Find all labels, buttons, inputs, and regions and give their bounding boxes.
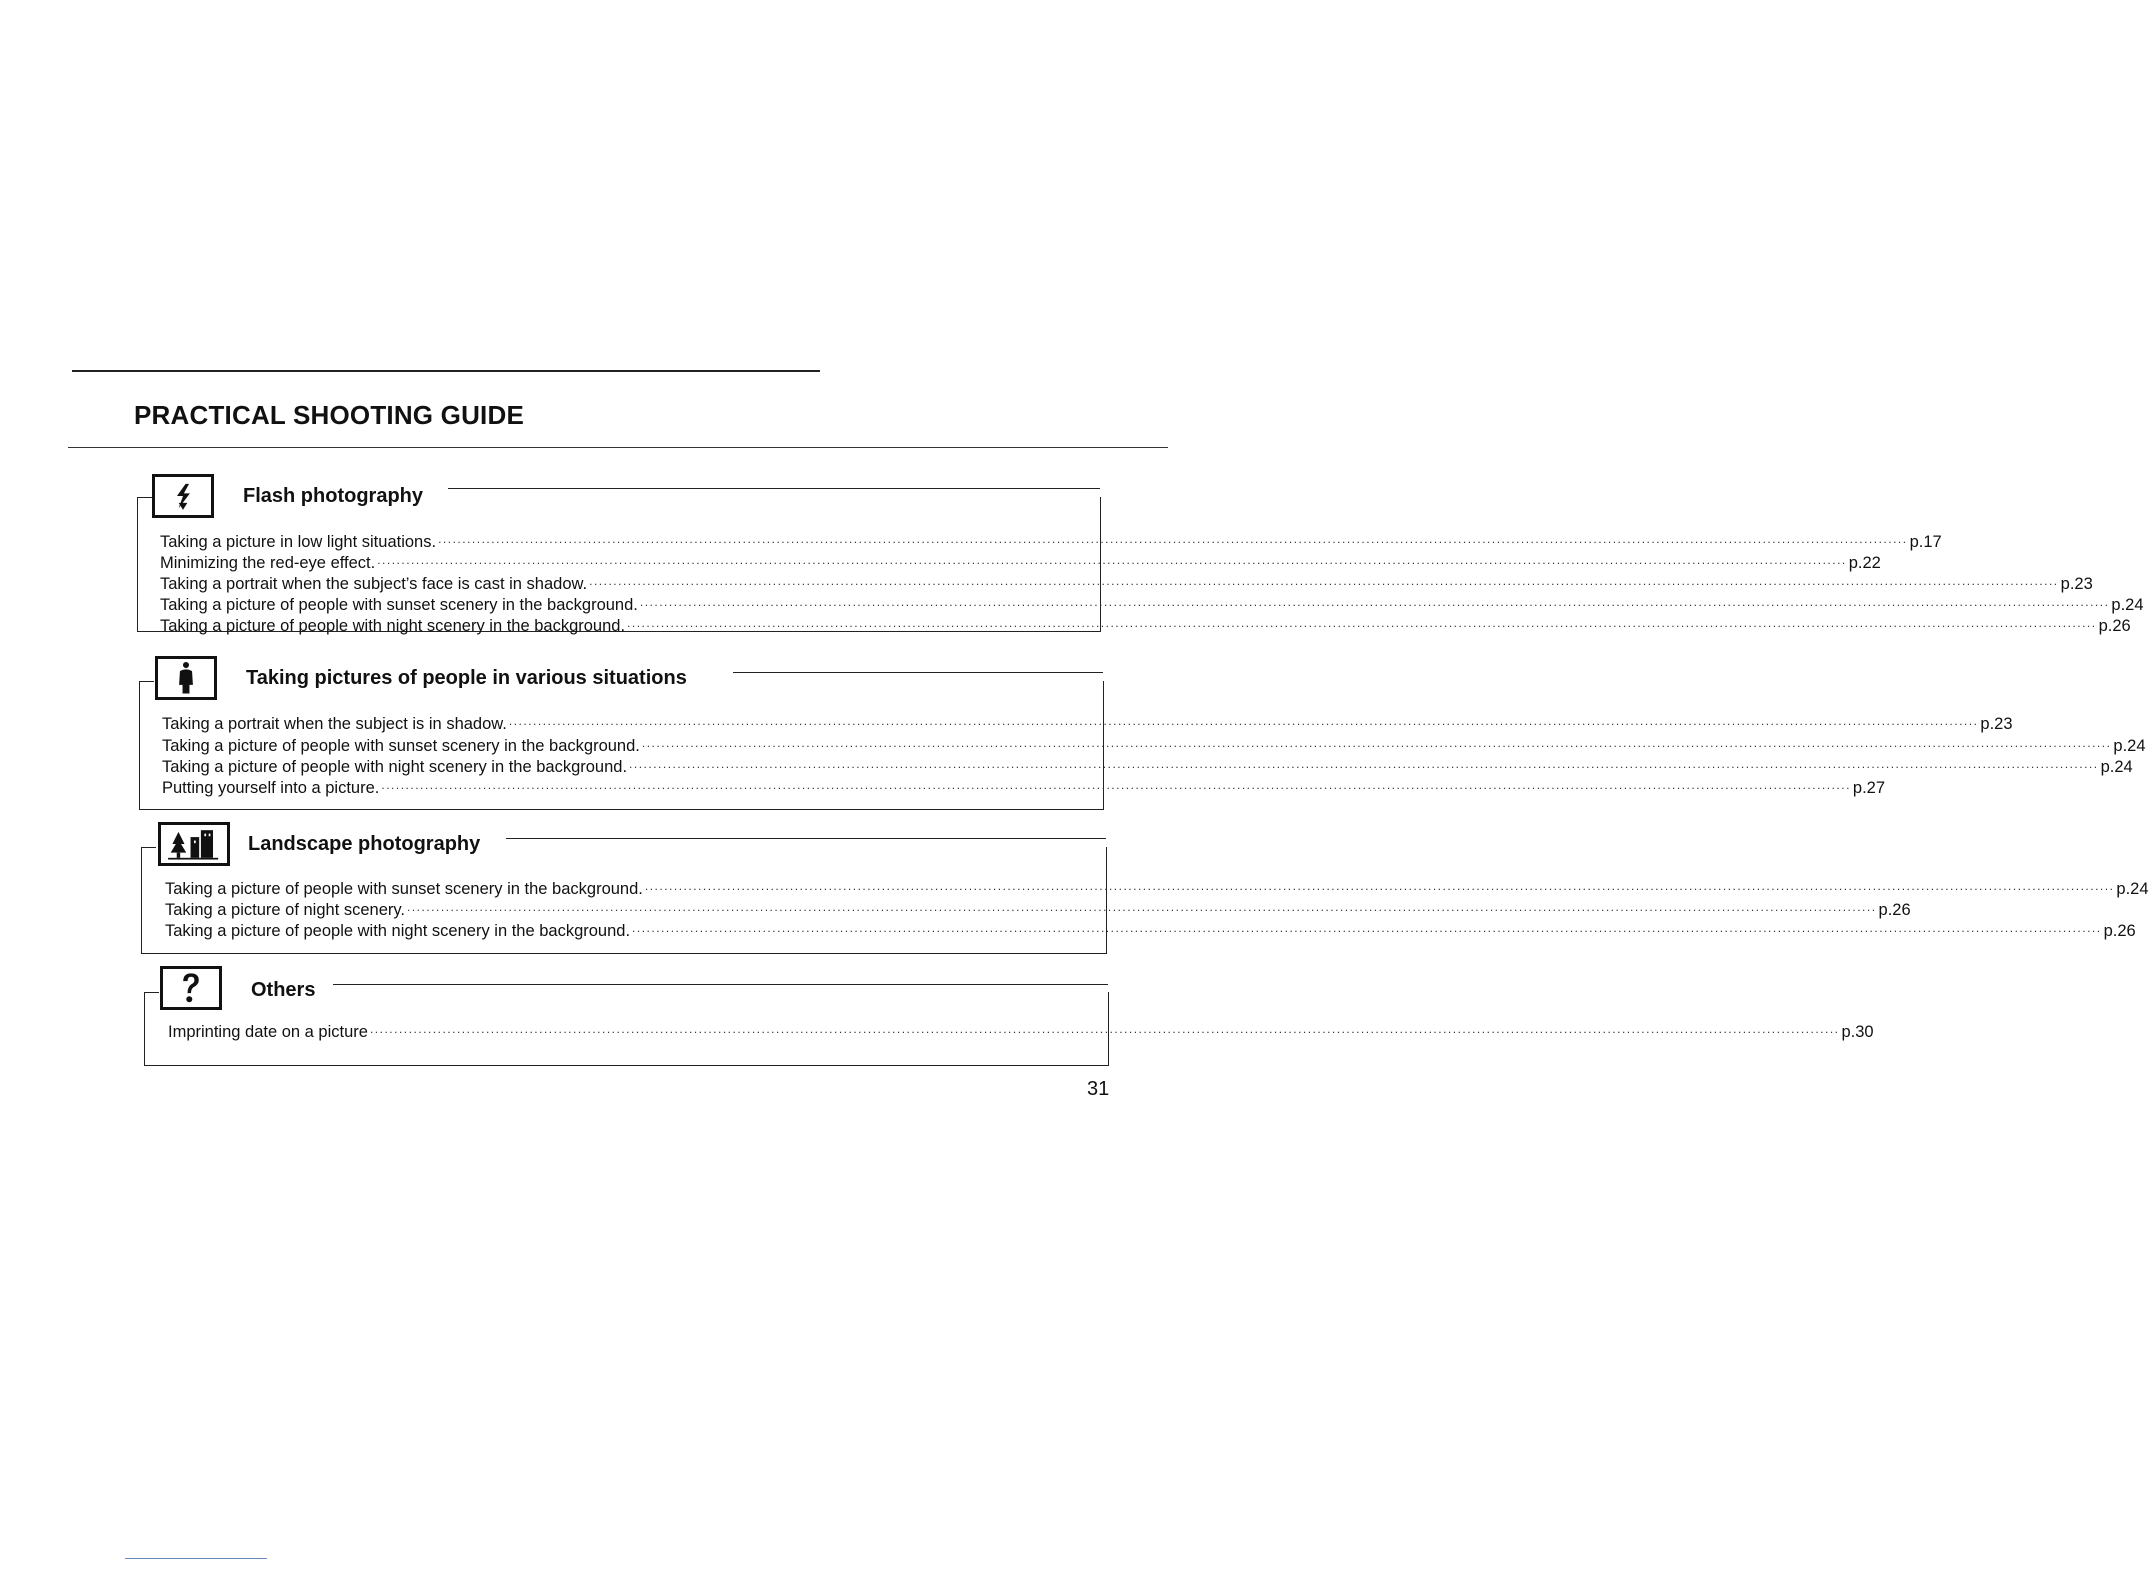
title-rule xyxy=(68,447,1168,448)
dot-leader: ................................................................................................................................................................................................................................................................................................................ xyxy=(629,757,2099,771)
entry-page: p.24 xyxy=(2113,737,2146,755)
dot-leader: ................................................................................................................................................................................................................................................................................................................ xyxy=(369,1022,1840,1036)
dot-leader: ................................................................................................................................................................................................................................................................................................................ xyxy=(627,616,2097,630)
toc-entry[interactable] xyxy=(162,778,1886,799)
section-title: Landscape photography xyxy=(248,833,481,855)
section-top-line xyxy=(506,838,1106,839)
section-top-line xyxy=(333,984,1108,985)
entry-label: Taking a picture of people with sunset scenery in the background. xyxy=(160,596,638,614)
entry-label: Putting yourself into a picture. xyxy=(162,779,380,797)
toc-entry[interactable] xyxy=(162,714,2013,735)
question-mark-icon xyxy=(160,966,222,1010)
dot-leader: ................................................................................................................................................................................................................................................................................................................ xyxy=(377,553,1847,567)
entry-page: p.27 xyxy=(1852,779,1886,797)
dot-leader: ................................................................................................................................................................................................................................................................................................................ xyxy=(644,879,2115,893)
entry-page: p.26 xyxy=(2103,922,2136,940)
entry-label: Imprinting date on a picture xyxy=(168,1023,368,1041)
entry-page: p.24 xyxy=(2100,758,2133,776)
entry-page: p.26 xyxy=(1878,901,1911,919)
entry-page: p.26 xyxy=(2098,617,2131,635)
entry-label: Taking a picture of people with night scenery in the background. xyxy=(160,617,626,635)
entry-label: Taking a picture of people with night scenery in the background. xyxy=(165,922,631,940)
section-top-line xyxy=(448,488,1100,489)
dot-leader: ................................................................................................................................................................................................................................................................................................................ xyxy=(589,574,2059,588)
entry-page: p.24 xyxy=(2111,596,2144,614)
toc-entry[interactable] xyxy=(160,616,2131,637)
entry-label: Taking a portrait when the subject is in shadow. xyxy=(162,715,507,733)
toc-entry[interactable] xyxy=(168,1022,1874,1043)
section-top-line xyxy=(733,672,1103,673)
entry-label: Taking a picture of people with sunset scenery in the background. xyxy=(162,737,640,755)
entry-page: p.22 xyxy=(1848,554,1881,572)
dot-leader: ................................................................................................................................................................................................................................................................................................................ xyxy=(632,921,2102,935)
entry-label: Taking a picture of people with sunset scenery in the background. xyxy=(165,880,643,898)
scan-mark-line xyxy=(125,1558,267,1559)
dot-leader: ................................................................................................................................................................................................................................................................................................................ xyxy=(508,714,1979,728)
person-icon xyxy=(155,656,217,700)
dot-leader: ................................................................................................................................................................................................................................................................................................................ xyxy=(381,778,1851,792)
flash-icon xyxy=(152,474,214,518)
entry-label: Taking a picture in low light situations. xyxy=(160,533,437,551)
section-title: Others xyxy=(251,979,316,1001)
entry-label: Minimizing the red-eye effect. xyxy=(160,554,376,572)
toc-entry[interactable] xyxy=(165,921,2136,942)
top-rule xyxy=(72,370,820,372)
section-title: Taking pictures of people in various situations xyxy=(246,667,687,689)
dot-leader: ................................................................................................................................................................................................................................................................................................................ xyxy=(641,736,2112,750)
dot-leader: ................................................................................................................................................................................................................................................................................................................ xyxy=(639,595,2110,609)
dot-leader: ................................................................................................................................................................................................................................................................................................................ xyxy=(438,532,1908,546)
entry-page: p.17 xyxy=(1909,533,1942,551)
entry-page: p.24 xyxy=(2116,880,2149,898)
dot-leader: ................................................................................................................................................................................................................................................................................................................ xyxy=(407,900,1877,914)
entry-label: Taking a picture of people with night scenery in the background. xyxy=(162,758,628,776)
landscape-icon xyxy=(158,822,230,866)
entry-page: p.23 xyxy=(2060,575,2093,593)
section-title: Flash photography xyxy=(243,485,423,507)
page-number: 31 xyxy=(1087,1078,1110,1100)
entry-page: p.30 xyxy=(1841,1023,1874,1041)
entry-label: Taking a picture of night scenery. xyxy=(165,901,405,919)
entry-page: p.23 xyxy=(1980,715,2013,733)
page-title: PRACTICAL SHOOTING GUIDE xyxy=(134,400,525,430)
entry-label: Taking a portrait when the subject’s face is cast in shadow. xyxy=(160,575,588,593)
